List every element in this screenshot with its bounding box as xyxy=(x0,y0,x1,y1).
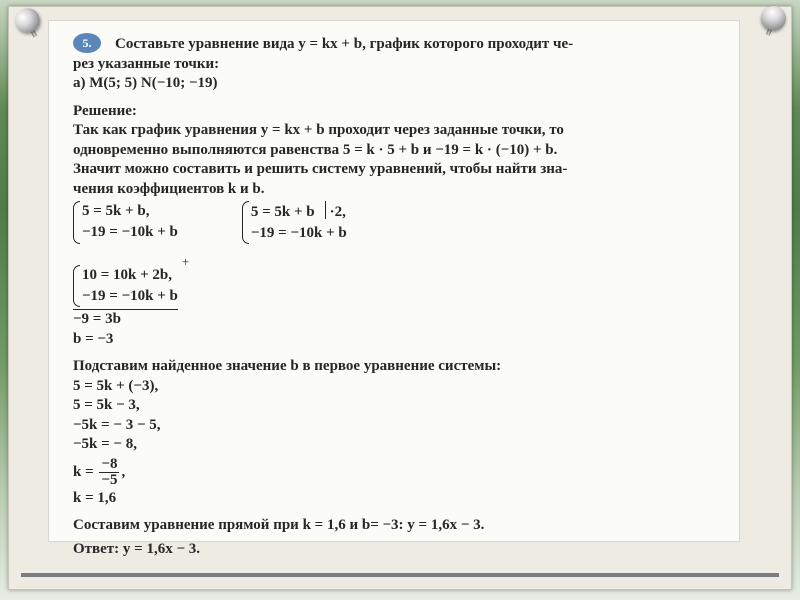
brace-icon xyxy=(73,265,80,307)
page-content xyxy=(73,33,733,559)
b-result: b = −3 xyxy=(73,330,114,347)
solution-paragraph-line: чения коэффициентов k и b. xyxy=(73,180,265,197)
answer-line: Ответ: y = 1,6x − 3. xyxy=(73,540,201,557)
addition-block xyxy=(73,252,733,310)
system-equation: 10 = 10k + 2b, xyxy=(82,267,173,283)
brace-icon xyxy=(242,201,249,244)
equation-system xyxy=(242,201,347,244)
vertical-bar xyxy=(325,201,326,219)
problem-part-a: а) M(5; 5) N(−10; −19) xyxy=(73,75,218,91)
step-equation: −5k = − 8, xyxy=(73,436,137,452)
solution-heading: Решение: xyxy=(73,102,137,119)
solution-paragraph-line: одновременно выполняются равенства 5 = k · 5 + b и −19 = k · (−10) + b. xyxy=(73,141,558,158)
system-equation: −19 = −10k + b xyxy=(250,225,347,241)
sum-equation: −9 = 3b xyxy=(73,311,121,327)
k-result: k = 1,6 xyxy=(73,489,117,506)
solution-paragraph-line: Так как график уравнения y = kx + b проходит через заданные точки, то xyxy=(73,122,564,138)
plus-sign: + xyxy=(181,254,190,269)
fraction-equation: k = $\frac{-8}{-5}$ , xyxy=(73,455,126,488)
final-equation-line: Составим уравнение прямой при k = 1,6 и b= −3: y = 1,6x − 3. xyxy=(73,517,485,533)
system-equation: −19 = −10k + b xyxy=(82,288,178,304)
system-equation: −19 = −10k + b xyxy=(82,224,178,240)
solution-paragraph-line: Значит можно составить и решить систему уравнений, чтобы найти зна- xyxy=(73,161,568,177)
step-equation: −5k = − 3 − 5, xyxy=(73,416,161,433)
step-equation: 5 = 5k + (−3), xyxy=(73,377,159,394)
substitute-heading: Подставим найденное значение b в первое уравнение системы: xyxy=(73,358,502,374)
fraction: $\frac{-8}{-5}$ xyxy=(101,455,118,488)
step-equation: 5 = 5k − 3, xyxy=(73,397,140,413)
equation-system xyxy=(73,201,178,244)
problem-number-badge: 5. xyxy=(73,33,101,53)
problem-statement-line: рез указанные точки: xyxy=(73,55,220,72)
brace-icon xyxy=(73,201,80,244)
equation-system xyxy=(73,265,178,307)
textbook-page xyxy=(48,20,740,557)
problem-statement-line: 5. Составьте уравнение вида y = kx + b, график которого проходит че- xyxy=(73,33,733,55)
system-equation: 5 = 5k + b ·2, xyxy=(251,201,347,223)
equation-systems-row xyxy=(73,201,733,244)
multiplier-note: ·2, xyxy=(329,204,346,220)
system-equation: 5 = 5k + b, xyxy=(82,203,150,219)
